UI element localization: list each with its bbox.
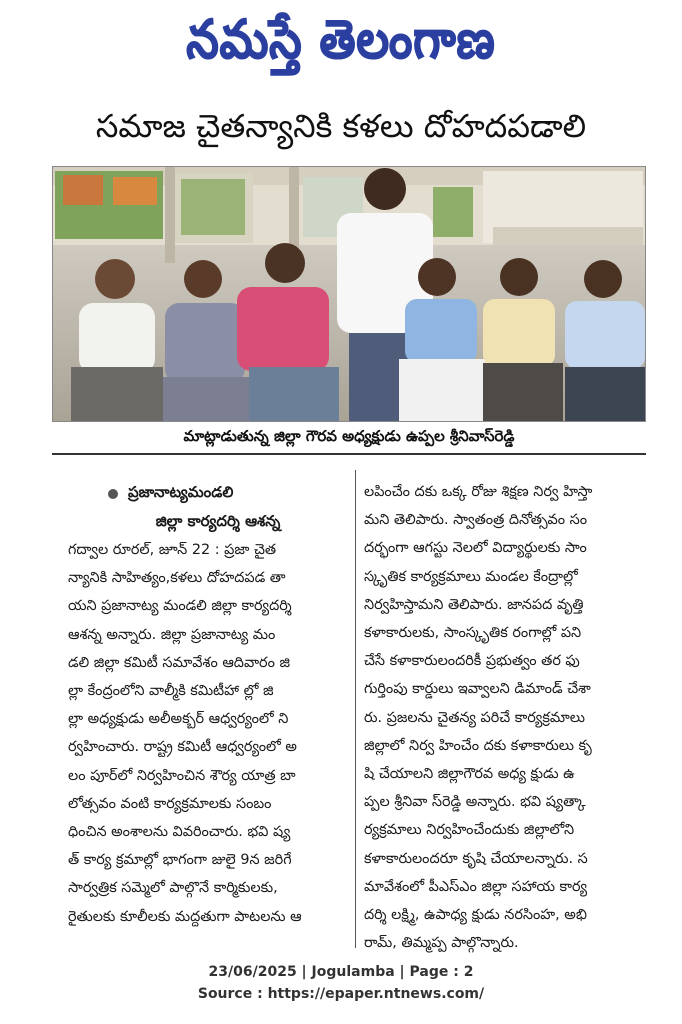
text-line: లం పూర్‌లో నిర్వహించిన శౌర్య యాత్ర బా bbox=[68, 767, 296, 784]
text-line: ల్లా కేంద్రంలోని వాల్మీకి కమిటీహా ల్లో జి bbox=[68, 683, 274, 700]
column-divider bbox=[355, 470, 356, 948]
photo-caption: మాట్లాడుతున్న జిల్లా గౌరవ అధ్యక్షుడు ఉప్పల శ్రీనివాస్‌రెడ్డి bbox=[52, 423, 646, 455]
text-line: ర్వహించారు. రాష్ట్ర కమిటీ ఆధ్వర్యంలో అ bbox=[68, 739, 297, 756]
article-subhead-1 bbox=[108, 480, 348, 508]
text-line: ప్పల శ్రీనివా స్‌రెడ్డి అన్నారు. భవి ష్యత్కా bbox=[364, 794, 586, 811]
article-headline: సమాజ చైతన్యానికి కళలు దోహదపడాలి bbox=[95, 107, 587, 145]
text-line: దర్శి లక్ష్మి, ఉపాధ్య క్షుడు నరసింహ, అభి bbox=[364, 907, 587, 924]
text-line: రామ్, తిమ్మప్ప పాల్గొన్నారు. bbox=[364, 935, 519, 952]
text-line: లపించేం దకు ఒక్క రోజు శిక్షణ నిర్వ హిస్తా bbox=[364, 484, 593, 500]
text-line: కళాకారులందరూ కృషి చేయాలన్నారు. స bbox=[364, 850, 588, 867]
text-line: లోత్సవం వంటి కార్యక్రమాలకు సంబం bbox=[68, 795, 272, 812]
text-line: దర్భంగా ఆగస్టు నెలలో విద్యార్థులకు సాం bbox=[364, 540, 587, 557]
text-line: చేసే కళాకారులందరికీ ప్రభుత్వం తర ఫు bbox=[364, 653, 580, 670]
text-line: కళాకారులకు, సాంస్కృతిక రంగాల్లో పని bbox=[364, 625, 582, 642]
text-line: యని ప్రజానాట్య మండలి జిల్లా కార్యదర్శి bbox=[68, 598, 292, 615]
text-line: రైతులకు కూలీలకు మద్దతుగా పాటలను ఆ bbox=[68, 908, 302, 925]
text-line: గద్వాల రూరల్, జూన్ 22 : ప్రజా చైత bbox=[68, 542, 277, 558]
newspaper-masthead bbox=[0, 0, 682, 92]
article-photo bbox=[52, 166, 646, 422]
text-line: ధించిన అంశాలను వివరించారు. భవి ష్య bbox=[68, 824, 291, 841]
text-line: నిర్వహిస్తామని తెలిపారు. జానపద వృత్తి bbox=[364, 596, 584, 613]
masthead-title: నమస్తే తెలంగాణ bbox=[186, 8, 496, 71]
text-line: మని తెలిపారు. స్వాతంత్ర దినోత్సవం సం bbox=[364, 512, 588, 529]
text-line: ఆశన్న అన్నారు. జిల్లా ప్రజానాట్య మం bbox=[68, 626, 276, 643]
text-line: ర్యక్రమాలు నిర్వహించేందుకు జిల్లాలోని bbox=[364, 822, 575, 839]
text-line: త్ కార్య క్రమాల్లో భాగంగా జులై 9న జరిగే bbox=[68, 852, 292, 869]
footer-source: Source : https://epaper.ntnews.com/ bbox=[197, 986, 485, 1002]
text-line: మావేశంలో పీఎస్‌ఎం జిల్లా సహాయ కార్య bbox=[364, 878, 588, 895]
article-subhead-2: జిల్లా కార్యదర్శి ఆశన్న bbox=[155, 512, 281, 530]
subhead-1-text: ప్రజానాట్యమండలి bbox=[128, 483, 234, 501]
text-line: సార్వత్రిక సమ్మెలో పాల్గొనే కార్మికులకు, bbox=[68, 880, 278, 897]
article-column-right bbox=[364, 478, 646, 957]
text-line: షి చేయాలని జిల్లాగౌరవ అధ్య క్షుడు ఉ bbox=[364, 766, 575, 783]
text-line: రు. ప్రజలను చైతన్య పరిచే కార్యక్రమాలు bbox=[364, 709, 585, 726]
article-column-left bbox=[68, 536, 348, 931]
text-line: న్యానికి సాహిత్యం,కళలు దోహదపడ తా bbox=[68, 570, 286, 587]
text-line: స్కృతిక కార్యక్రమాలు మండల కేంద్రాల్లో bbox=[364, 568, 578, 585]
text-line: గుర్తింపు కార్డులు ఇవ్వాలని డిమాండ్ చేశా bbox=[364, 681, 591, 698]
text-line: జిల్లాలో నిర్వ హించేం దకు కళాకారులు కృ bbox=[364, 737, 592, 754]
bullet-icon bbox=[108, 489, 118, 499]
footer-date-edition: 23/06/2025 | Jogulamba | Page : 2 bbox=[208, 964, 474, 980]
text-line: ల్లా అధ్యక్షుడు అలీఅక్బర్ ఆధ్వర్యంలో ని bbox=[68, 711, 289, 728]
text-line: డలి జిల్లా కమిటీ సమావేశం ఆదివారం జి bbox=[68, 654, 290, 671]
